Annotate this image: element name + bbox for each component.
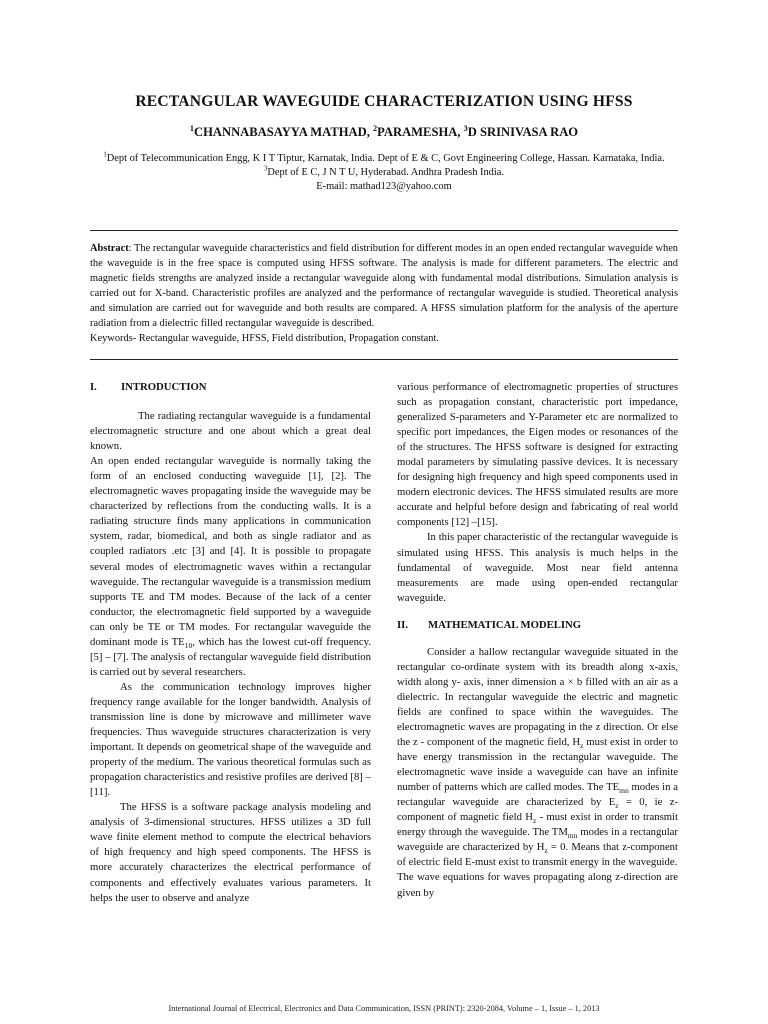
- affiliation-2-superscript: 3: [264, 165, 268, 173]
- author-1-superscript: 1: [189, 123, 194, 133]
- intro-paragraph-4: The HFSS is a software package analysis modeling and analysis of 3-dimensional structures. HFSS utilizes a 3D full wave finite element method to compute the electrical behaviors of high frequency and high speed components. The HFSS is more accurately characterizes the electrical performance of components and effectively evaluates various parameters. It helps the user to observe and analyze: [90, 801, 371, 904]
- math-paragraph-1: [397, 645, 678, 871]
- math-sub-4: z: [532, 816, 537, 826]
- right-column: [397, 380, 678, 901]
- abstract-paragraph: [90, 241, 678, 331]
- math-sub-2: mn: [619, 786, 629, 796]
- right-paragraph-1: various performance of electromagnetic properties of structures such as propagation constant, characteristic port impedance, generalized S-parameters and Y-Parameter etc are normalized to specific port impedances, the Eigen modes or resonances of the of the structures. The HFSS software is designed for extracting modal parameters by simulating passive devices. It is necessary for designing high frequency and high speed components used in modern electronic devices. The HFSS simulated results are more accurate and helpful before design and fabricating of real world components [12] –[15].: [397, 381, 678, 529]
- math-p1-c: modes in a rectangular waveguide are characterized by E: [397, 781, 678, 809]
- abstract-top-rule: [90, 230, 678, 231]
- math-p1-b: must exist in order to have energy transmission in the rectangular waveguide. The electromagnetic wave inside a waveguide can have an infinite number of patterns which are called modes. The TE: [397, 736, 678, 794]
- keywords: Keywords- Rectangular waveguide, HFSS, Field distribution, Propagation constant.: [90, 333, 439, 344]
- right-paragraph-2: In this paper characteristic of the rectangular waveguide is simulated using HFSS. This analysis is much helps in the fundamental of waveguide. Most near field antenna measurements are made using open-ended rectangular waveguide.: [397, 531, 678, 604]
- math-p1-f: modes in a rectangular waveguide are characterized by H: [397, 826, 678, 854]
- intro-p2-text-b: , which has the lowest cut-off frequency. [5] – [7]. The analysis of rectangular waveguide field distribution is carried out by several researchers.: [90, 635, 371, 678]
- affiliations: [90, 152, 678, 194]
- affiliation-line-1: [90, 152, 678, 166]
- abstract-block: [90, 241, 678, 346]
- author-email: E-mail: mathad123@yahoo.com: [316, 181, 452, 192]
- paper-title: RECTANGULAR WAVEGUIDE CHARACTERIZATION USING HFSS: [135, 93, 633, 110]
- section-1-heading: [90, 380, 371, 395]
- intro-paragraph-3: As the communication technology improves higher frequency range available for the longer bandwidth. Analysis of transmission line is done by microwave and millimeter wave frequencies. Thus waveguide structures characterization is very important. It depends on geometrical shape of the waveguide and property of the medium. The various theoretical formulas such as propagation characteristics and resistive profiles are derived [8] – [11].: [90, 680, 371, 799]
- left-column: [90, 380, 371, 906]
- journal-footer: International Journal of Electrical, Electronics and Data Communication, ISSN (PRINT): 2320-2084, Volume – 1, Issue – 1, 2013: [168, 1004, 600, 1013]
- math-p1-d: = 0, ie z-component of magnetic field H: [397, 796, 678, 824]
- section-2-number: II.: [397, 618, 408, 631]
- math-sub-5: mn: [567, 831, 578, 841]
- affiliation-1-text: Dept of Telecommunication Engg, K I T Tiptur, Karnatak, India. Dept of E & C, Govt Engineering College, Hassan. Karnataka, India.: [106, 153, 665, 164]
- abstract-bottom-rule: [90, 359, 678, 360]
- affiliation-2-text: Dept of E C, J N T U, Hyderabad. Andhra Pradesh India.: [267, 167, 504, 178]
- author-3: D SRINIVASA RAO: [467, 125, 579, 139]
- author-1: CHANNABASAYYA MATHAD,: [194, 125, 374, 139]
- intro-paragraph-1: The radiating rectangular waveguide is a fundamental electromagnetic structure and one about which a great deal known.: [90, 410, 371, 453]
- affiliation-line-2: [90, 166, 678, 180]
- math-p1-g: = 0. Means that z-component of electric field E-must exist to transmit energy in the waveguide.: [397, 841, 678, 869]
- section-2-title: MATHEMATICAL MODELING: [428, 618, 582, 631]
- intro-p2-subscript: 10: [184, 640, 193, 650]
- author-2-superscript: 2: [373, 123, 378, 133]
- section-1-title: INTRODUCTION: [121, 381, 207, 393]
- author-list: [60, 125, 708, 140]
- abstract-text: : The rectangular waveguide characteristics and field distribution for different modes in an open ended rectangular waveguide when the waveguide is in the free space is computed using HFSS software. The analysis is made for different parameters. The electric and magnetic fields strengths are analyzed inside a rectangular waveguide along with fundamental modal distributions. Simulation analysis is carried out for X-band. Characteristic profiles are analyzed and the performance of rectangular waveguide is studied. Theoretical analysis and simulation are carried out for waveguide and both results are compared. A HFSS simulation platform for the analysis of the aperture radiation from a dielectric filled rectangular waveguide is described.: [90, 243, 678, 329]
- math-sub-6: z: [544, 846, 548, 856]
- math-paragraph-2: The wave equations for waves propagating along z-direction are given by: [397, 871, 678, 899]
- author-3-superscript: 3: [463, 123, 468, 133]
- affiliation-1-superscript: 1: [103, 151, 107, 159]
- section-1-number: I.: [90, 381, 97, 393]
- math-sub-1: z: [580, 741, 584, 751]
- intro-paragraph-2: [90, 454, 371, 680]
- section-2-heading: [397, 618, 678, 633]
- abstract-label: Abstract: [90, 243, 129, 254]
- intro-p2-text-a: An open ended rectangular waveguide is normally taking the form of an enclosed conducting waveguide [1], [2]. The electromagnetic waves propagating inside the waveguide may be characterized by reflections from the conducting walls. It is a radiating structure finds many applications in communication system, radar, biomedical, and both as single radiator and as coupled radiators .etc [3] and [4]. It is possible to propagate several modes of electromagnetic waves within a rectangular waveguide. The rectangular waveguide is a transmission medium supports TE and TM modes. Because of the lack of a center conductor, the electromagnetic field supported by a waveguide can only be TE or TM modes. For rectangular waveguide the dominant mode is TE: [90, 455, 371, 648]
- math-p1-e: - must exist in order to transmit energy through the waveguide. The TM: [397, 811, 678, 839]
- math-p1-a: Consider a hallow rectangular waveguide situated in the rectangular co-ordinate system with its breadth along x-axis, width along y- axis, inner dimension a × b filled with an air as a dielectric. In rectangular waveguide the electric and magnetic fields are confined to space within the waveguides. The electromagnetic waves are propagating in the z direction. Or else the z - component of the magnetic field, H: [397, 645, 678, 749]
- author-2: PARAMESHA,: [377, 125, 464, 139]
- math-sub-3: z: [615, 801, 619, 811]
